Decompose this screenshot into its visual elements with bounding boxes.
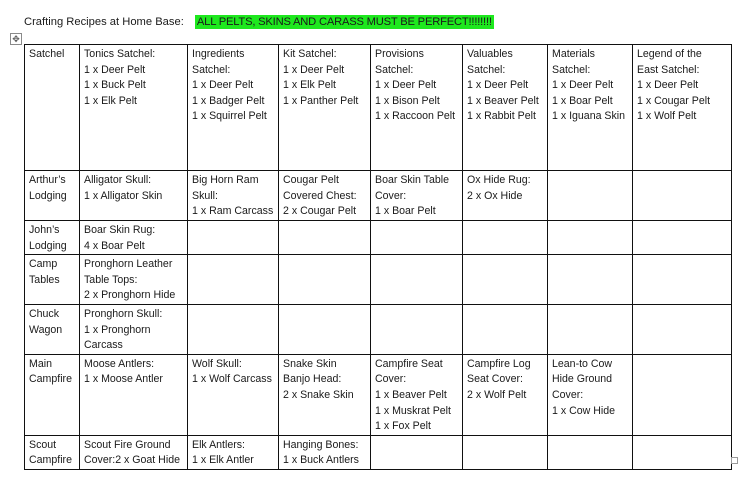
recipe-cell[interactable] (80, 45, 188, 171)
recipe-name: Cougar Pelt (283, 174, 339, 186)
recipe-ingredient: 1 x Fox Pelt (375, 420, 431, 433)
recipe-ingredient: 1 x Moose Antler (84, 373, 163, 386)
recipe-ingredient: 1 x Deer Pelt (552, 79, 614, 92)
recipe-ingredient: Satchel: (192, 63, 231, 76)
recipe-ingredient: Satchel: (552, 63, 591, 76)
recipe-cell[interactable] (188, 255, 279, 305)
recipe-ingredient: Satchel: (375, 63, 414, 76)
recipe-ingredient: 2 x Cougar Pelt (283, 205, 357, 218)
recipe-name: Kit Satchel: (283, 48, 337, 60)
recipe-cell[interactable] (371, 435, 463, 469)
recipe-cell[interactable] (463, 255, 548, 305)
table-row (25, 354, 732, 435)
recipe-ingredient: 1 x Deer Pelt (467, 79, 529, 92)
recipe-ingredient: 1 x Buck Pelt (84, 79, 146, 92)
page-title: Crafting Recipes at Home Base: (24, 16, 184, 28)
recipe-ingredient: 1 x Badger Pelt (192, 94, 265, 107)
recipe-ingredient: 1 x Boar Pelt (375, 205, 436, 218)
recipe-name: Hanging Bones: (283, 438, 359, 451)
recipe-cell[interactable] (279, 304, 371, 354)
recipe-cell[interactable] (188, 435, 279, 469)
table-row (25, 45, 732, 171)
recipe-ingredient: Cover: (375, 373, 407, 386)
crafting-recipes-table (24, 44, 732, 470)
recipe-ingredient: 1 x Cow Hide (552, 404, 615, 417)
recipe-ingredient: 1 x Elk Antler (192, 454, 254, 467)
recipe-name: Legend of the (637, 48, 702, 60)
recipe-cell[interactable] (463, 221, 548, 255)
recipe-cell[interactable] (463, 304, 548, 354)
recipe-name: Alligator Skull: (84, 174, 152, 186)
location-cell[interactable] (25, 435, 80, 469)
recipe-name: Lean-to Cow (552, 357, 613, 370)
recipe-name: Campfire Seat (375, 357, 443, 370)
location-label: Scout (29, 438, 57, 451)
recipe-name: Boar Skin Table (375, 174, 450, 186)
table-row (25, 435, 732, 469)
recipe-cell[interactable] (548, 221, 633, 255)
recipe-cell[interactable] (80, 221, 188, 255)
location-label: John’s (29, 224, 60, 236)
recipe-ingredient: 1 x Squirrel Pelt (192, 110, 267, 123)
recipe-ingredient: 1 x Deer Pelt (192, 79, 254, 92)
recipe-ingredient: Carcass (84, 339, 123, 352)
recipe-ingredient: Skull: (192, 189, 218, 202)
recipe-cell[interactable] (188, 221, 279, 255)
recipe-cell[interactable] (633, 435, 732, 469)
location-label: Main (29, 357, 52, 370)
recipe-ingredient: 1 x Beaver Pelt (375, 388, 447, 401)
location-label: Lodging (29, 189, 67, 202)
recipe-ingredient: 1 x Muskrat Pelt (375, 404, 451, 417)
recipe-ingredient: 1 x Deer Pelt (84, 63, 146, 76)
recipe-name: Campfire Log (467, 357, 531, 370)
recipe-cell[interactable] (371, 171, 463, 221)
recipe-ingredient: Banjo Head: (283, 373, 342, 386)
recipe-ingredient: 1 x Ram Carcass (192, 205, 274, 218)
recipe-cell[interactable] (279, 221, 371, 255)
recipe-cell[interactable] (463, 45, 548, 171)
location-label: Wagon (29, 323, 63, 336)
recipe-name: Snake Skin (283, 357, 337, 370)
recipe-ingredient: 1 x Iguana Skin (552, 110, 626, 123)
recipe-ingredient: Seat Cover: (467, 373, 523, 386)
recipe-name: Valuables (467, 48, 513, 60)
table-row (25, 304, 732, 354)
recipe-cell[interactable] (188, 304, 279, 354)
recipe-ingredient: 1 x Deer Pelt (637, 79, 699, 92)
recipe-name: Ingredients (192, 48, 245, 60)
recipe-ingredient: Table Tops: (84, 273, 138, 286)
recipe-ingredient: 1 x Deer Pelt (283, 63, 345, 76)
recipe-ingredient: Cover:2 x Goat Hide (84, 454, 180, 467)
recipe-cell[interactable] (463, 354, 548, 435)
recipe-ingredient: 1 x Deer Pelt (375, 79, 437, 92)
location-cell[interactable] (25, 45, 80, 171)
recipe-ingredient: 1 x Alligator Skin (84, 189, 163, 202)
recipe-ingredient: Hide Ground (552, 373, 613, 386)
recipe-cell[interactable] (633, 171, 732, 221)
recipe-cell[interactable] (633, 221, 732, 255)
recipe-name: Pronghorn Leather (84, 258, 173, 271)
recipe-ingredient: Satchel: (467, 63, 506, 76)
location-cell[interactable] (25, 354, 80, 435)
recipe-cell[interactable] (548, 255, 633, 305)
recipe-name: Scout Fire Ground (84, 438, 171, 451)
recipe-name: Wolf Skull: (192, 357, 242, 370)
recipe-ingredient: 1 x Bison Pelt (375, 94, 440, 107)
recipe-name: Big Horn Ram (192, 174, 259, 186)
recipe-ingredient: 1 x Wolf Pelt (637, 110, 697, 123)
recipe-cell[interactable] (371, 221, 463, 255)
recipe-cell[interactable] (80, 304, 188, 354)
recipe-cell[interactable] (80, 435, 188, 469)
recipe-cell[interactable] (463, 435, 548, 469)
location-label: Chuck (29, 307, 60, 320)
recipe-name: Tonics Satchel: (84, 48, 156, 60)
recipe-ingredient: 2 x Ox Hide (467, 189, 523, 202)
document-heading (24, 15, 494, 29)
recipe-ingredient: Covered Chest: (283, 189, 357, 202)
recipe-cell[interactable] (80, 171, 188, 221)
highlighted-warning: ALL PELTS, SKINS AND CARASS MUST BE PERFECT!!!!!!!! (196, 16, 492, 28)
recipe-ingredient: 1 x Wolf Carcass (192, 373, 272, 386)
recipe-ingredient: 1 x Pronghorn (84, 323, 151, 336)
recipe-ingredient: 1 x Panther Pelt (283, 94, 359, 107)
recipe-ingredient: 2 x Wolf Pelt (467, 388, 527, 401)
table-move-handle-icon[interactable]: ✥ (10, 33, 22, 45)
recipe-ingredient: 1 x Boar Pelt (552, 94, 613, 107)
recipe-ingredient: 1 x Beaver Pelt (467, 94, 539, 107)
recipe-name: Pronghorn Skull: (84, 307, 163, 320)
recipe-cell[interactable] (80, 255, 188, 305)
recipe-ingredient: 1 x Buck Antlers (283, 454, 359, 467)
recipe-ingredient: Cover: (375, 189, 407, 202)
recipe-cell[interactable] (371, 304, 463, 354)
recipe-cell[interactable] (371, 45, 463, 171)
table-row (25, 171, 732, 221)
recipe-name: Boar Skin Rug: (84, 224, 156, 236)
recipe-cell[interactable] (463, 171, 548, 221)
recipe-ingredient: 1 x Elk Pelt (84, 94, 137, 107)
recipe-ingredient: Cover: (552, 388, 584, 401)
recipe-cell[interactable] (371, 255, 463, 305)
recipe-ingredient: 2 x Snake Skin (283, 388, 354, 401)
recipe-cell[interactable] (279, 255, 371, 305)
recipe-name: Materials (552, 48, 595, 60)
recipe-ingredient: 1 x Raccoon Pelt (375, 110, 456, 123)
recipe-name: Moose Antlers: (84, 357, 155, 370)
location-cell[interactable] (25, 221, 80, 255)
table-resize-handle-icon[interactable] (731, 457, 738, 464)
recipe-cell[interactable] (633, 45, 732, 171)
recipe-cell[interactable] (279, 354, 371, 435)
recipe-cell[interactable] (548, 354, 633, 435)
table-row (25, 255, 732, 305)
recipe-cell[interactable] (80, 354, 188, 435)
location-label: Arthur’s (29, 174, 66, 186)
recipe-cell[interactable] (188, 171, 279, 221)
recipe-cell[interactable] (279, 45, 371, 171)
recipe-cell[interactable] (548, 304, 633, 354)
recipe-cell[interactable] (633, 255, 732, 305)
recipe-cell[interactable] (548, 435, 633, 469)
recipe-cell[interactable] (279, 435, 371, 469)
location-label: Tables (29, 273, 60, 286)
recipe-ingredient: 4 x Boar Pelt (84, 239, 145, 252)
recipe-ingredient: 1 x Cougar Pelt (637, 94, 711, 107)
table-row (25, 221, 732, 255)
location-label: Camp (29, 258, 58, 271)
recipe-cell[interactable] (633, 304, 732, 354)
location-cell[interactable] (25, 171, 80, 221)
recipe-ingredient: East Satchel: (637, 63, 700, 76)
recipe-cell[interactable] (371, 354, 463, 435)
recipe-cell[interactable] (548, 171, 633, 221)
location-label: Campfire (29, 454, 72, 467)
location-label: Campfire (29, 373, 72, 386)
location-label: Satchel (29, 48, 65, 60)
recipe-cell[interactable] (188, 45, 279, 171)
recipe-cell[interactable] (279, 171, 371, 221)
location-label: Lodging (29, 239, 67, 252)
location-cell[interactable] (25, 304, 80, 354)
recipe-name: Ox Hide Rug: (467, 174, 531, 186)
recipe-name: Elk Antlers: (192, 438, 245, 451)
recipe-name: Provisions (375, 48, 424, 60)
recipe-ingredient: 1 x Elk Pelt (283, 79, 336, 92)
recipe-cell[interactable] (633, 354, 732, 435)
location-cell[interactable] (25, 255, 80, 305)
recipe-ingredient: 2 x Pronghorn Hide (84, 289, 176, 302)
recipe-cell[interactable] (188, 354, 279, 435)
recipe-cell[interactable] (548, 45, 633, 171)
recipe-ingredient: 1 x Rabbit Pelt (467, 110, 536, 123)
